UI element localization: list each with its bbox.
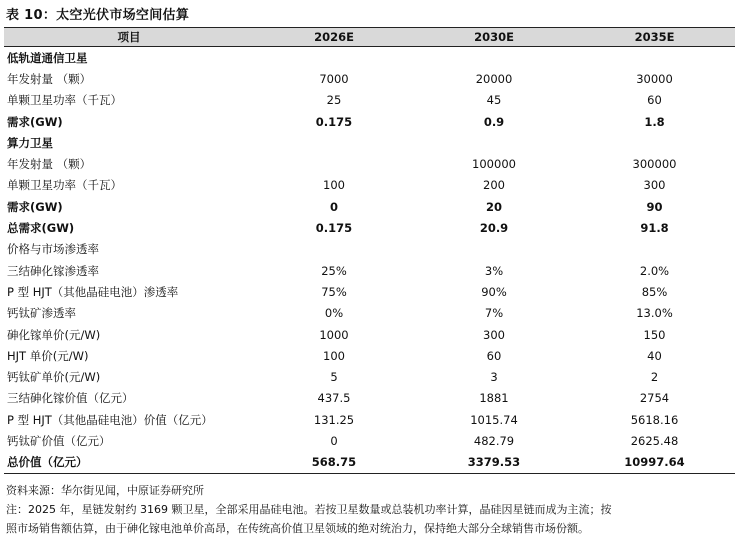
row-label: 单颗卫星功率（千瓦）	[7, 178, 122, 193]
value-2030e: 7%	[484, 306, 504, 321]
row-label: 总需求(GW)	[7, 221, 75, 236]
value-2026e: 75%	[321, 284, 347, 299]
table-row	[4, 303, 735, 324]
row-label: 三结砷化镓渗透率	[7, 263, 99, 278]
row-label: 钙钛矿单价(元/W)	[7, 370, 101, 385]
value-2030e: 0.9	[483, 114, 505, 129]
value-2026e: 5	[330, 370, 338, 385]
value-2035e: 1.8	[644, 114, 665, 129]
header-2035e: 2035E	[574, 28, 735, 47]
row-label: HJT 单价(元/W)	[7, 348, 89, 363]
value-2026e: 25	[326, 93, 342, 108]
value-2035e: 10997.64	[574, 452, 735, 474]
value-2026e	[254, 153, 414, 174]
table-row	[4, 281, 735, 302]
value-2026e: 1000	[319, 327, 349, 342]
row-label: P 型 HJT（其他晶硅电池）渗透率	[7, 284, 179, 299]
value-2030e: 60	[486, 348, 502, 363]
value-2035e: 2754	[639, 391, 670, 406]
value-2026e: 0	[330, 433, 338, 448]
row-label: 低轨道通信卫星	[7, 50, 88, 65]
value-2030e: 45	[486, 93, 502, 108]
value-2030e: 100000	[472, 157, 516, 172]
value-2030e	[414, 47, 574, 69]
value-2035e: 85%	[641, 284, 668, 299]
value-2026e	[254, 47, 414, 69]
table-row	[4, 175, 735, 196]
row-label: 需求(GW)	[7, 199, 63, 214]
table-row	[4, 196, 735, 217]
value-2035e: 91.8	[640, 221, 669, 236]
value-2035e	[574, 132, 735, 153]
value-2030e: 20	[485, 199, 502, 214]
table-row	[4, 260, 735, 281]
value-2026e: 0%	[324, 306, 344, 321]
value-2035e: 13.0%	[636, 306, 673, 321]
table-row	[4, 324, 735, 345]
row-label: 三结砷化镓价值（亿元）	[7, 391, 134, 406]
value-2035e: 5618.16	[630, 412, 679, 427]
source-note: 资料来源：华尔街见闻，中原证券研究所	[6, 484, 204, 497]
value-2026e: 7000	[319, 71, 349, 86]
value-2026e: 568.75	[254, 452, 414, 474]
value-2030e	[414, 239, 574, 260]
table-row	[4, 132, 735, 153]
value-2035e: 2.0%	[639, 263, 670, 278]
table-row	[4, 239, 735, 260]
table-row	[4, 153, 735, 174]
value-2030e: 20.9	[479, 221, 509, 236]
value-2026e: 0.175	[315, 114, 353, 129]
value-2026e: 437.5	[317, 391, 351, 406]
row-label: 钙钛矿渗透率	[7, 306, 76, 321]
value-2030e: 20000	[475, 71, 513, 86]
value-2035e: 2	[650, 370, 659, 385]
row-label: P 型 HJT（其他晶硅电池）价值（亿元）	[7, 412, 213, 427]
row-label: 算力卫星	[7, 135, 53, 150]
row-label: 单颗卫星功率（千瓦）	[7, 93, 122, 108]
market-space-table	[4, 27, 735, 474]
value-2030e: 200	[483, 178, 505, 193]
value-2035e	[574, 47, 735, 69]
table-header-row	[4, 28, 735, 47]
value-2030e: 90%	[481, 284, 507, 299]
table-row	[4, 409, 735, 430]
table-row	[4, 430, 735, 451]
value-2035e: 2625.48	[630, 433, 679, 448]
value-2030e: 3379.53	[414, 452, 574, 474]
table-row	[4, 90, 735, 111]
value-2026e: 25%	[321, 263, 347, 278]
value-2035e: 300	[643, 178, 666, 193]
footnote-line-2: 照市场销售额估算，由于砷化镓电池单价高昂，在传统高价值卫星领域的绝对统治力，保持绝大部分全球销售市场份额。	[6, 522, 589, 535]
row-label: 钙钛矿价值（亿元）	[7, 433, 111, 448]
value-2030e: 3%	[484, 263, 504, 278]
table-row	[4, 388, 735, 409]
value-2030e: 3	[490, 370, 498, 385]
value-2026e: 100	[323, 178, 345, 193]
value-2035e: 90	[646, 199, 663, 214]
value-2030e: 1015.74	[470, 412, 518, 427]
header-2030e: 2030E	[414, 28, 574, 47]
table-row	[4, 345, 735, 366]
table-row	[4, 47, 735, 69]
value-2026e	[254, 239, 414, 260]
row-label: 年发射量 （颗）	[7, 157, 92, 172]
value-2026e: 0.175	[315, 221, 353, 236]
value-2030e: 1881	[479, 391, 509, 406]
row-label: 砷化镓单价(元/W)	[7, 327, 101, 342]
table-row	[4, 111, 735, 132]
table-row	[4, 366, 735, 387]
value-2035e: 40	[647, 348, 662, 363]
value-2026e	[254, 132, 414, 153]
value-2026e: 0	[329, 199, 338, 214]
value-2026e: 100	[323, 348, 345, 363]
value-2035e: 60	[647, 93, 662, 108]
row-label: 价格与市场渗透率	[7, 242, 99, 257]
value-2030e	[414, 132, 574, 153]
value-2030e: 482.79	[473, 433, 515, 448]
value-2026e: 131.25	[313, 412, 355, 427]
header-item: 项目	[4, 28, 254, 47]
header-2026e: 2026E	[254, 28, 414, 47]
value-2030e: 300	[483, 327, 505, 342]
table-row	[4, 452, 735, 474]
row-label: 年发射量 （颗）	[7, 71, 92, 86]
table-title: 表 10：太空光伏市场空间估算	[6, 8, 190, 23]
value-2035e: 150	[643, 327, 666, 342]
footnote-line-1: 注：2025 年，星链发射约 3169 颗卫星，全部采用晶硅电池。若按卫星数量或总装机功率计算，晶硅因星链而成为主流；按	[6, 503, 612, 516]
table-row	[4, 217, 735, 238]
value-2035e	[574, 239, 735, 260]
value-2035e: 30000	[636, 71, 673, 86]
table-row	[4, 68, 735, 89]
row-label: 总价值（亿元）	[4, 452, 254, 474]
row-label: 需求(GW)	[7, 114, 63, 129]
value-2035e: 300000	[632, 157, 677, 172]
